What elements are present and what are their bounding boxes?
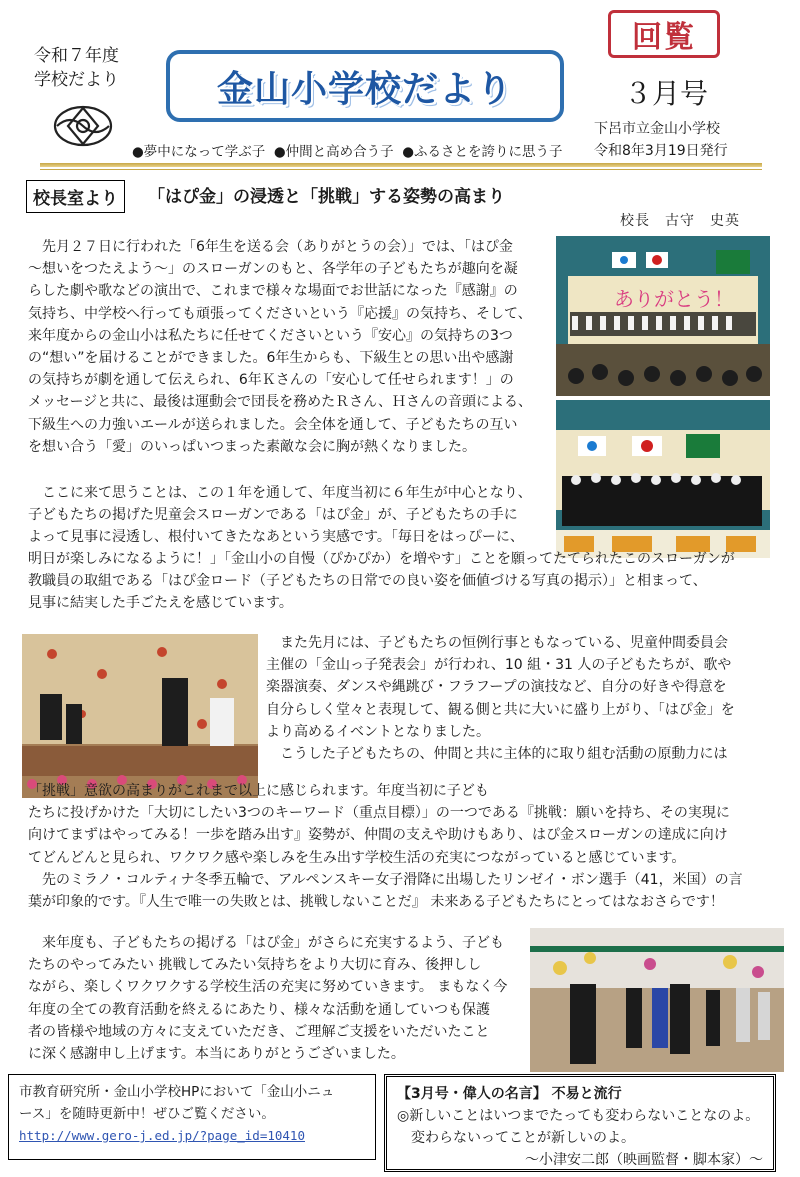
article-paragraph-2 — [28, 482, 552, 549]
text-line: 明日が楽しみになるように！」「金山小の自慢（ぴかぴか）を増やす」ことを願ってたてられたこのスローガンが — [28, 551, 735, 567]
quote-box — [384, 1074, 776, 1172]
text-line: よって見事に浸透し、根付いてきたなあという実感です。「毎日をはっぴーに、 — [28, 529, 524, 546]
text-line: 向けてまずはやってみる！一歩を踏み出す』姿勢が、仲間の支えや助けもあり、はぴ金スローガンの達成に向け — [28, 827, 728, 844]
text-line: 自分らしく堂々と表現して、観る側と共に大いに盛り上がり、「はぴ金」を — [266, 701, 735, 718]
text-line: 葉が印象的です。『人生で唯一の失敗とは、挑戦しないことだ』 未来ある子どもたちにとってはなおさらです！ — [28, 894, 724, 911]
text-line: 見事に結実した手ごたえを感じています。 — [28, 595, 293, 612]
article-author: 校長 古守 史英 — [620, 213, 740, 229]
article-paragraph-3 — [266, 632, 778, 765]
header-divider-thin — [40, 169, 762, 170]
text-line: に深く感謝申し上げます。本当にありがとうございました。 — [28, 1046, 405, 1063]
year-label — [34, 44, 119, 92]
article-paragraph-2b — [28, 548, 778, 615]
quote-author: ～小津安二郎（映画監督・脚本家）～ — [525, 1152, 763, 1168]
performance-photo — [22, 634, 258, 798]
newsletter-title: 金山小学校だより — [216, 68, 513, 110]
issue-month: ３月号 — [624, 77, 709, 110]
website-info-text: ース」を随時更新中！ぜひご覧ください。 — [19, 1106, 275, 1122]
year-line: 令和７年度 — [34, 46, 119, 66]
quote-title: 【3月号・偉人の名言】 不易と流行 — [397, 1086, 622, 1102]
article-paragraph-1 — [28, 236, 552, 458]
text-line: 教職員の取組である「はぴ金ロード（子どもたちの日常での良い姿を価値づける写真の掲示）」と相まって、 — [28, 573, 707, 590]
article-headline: 「はぴ金」の浸透と「挑戦」する姿勢の高まり — [148, 187, 505, 207]
text-line: 「挑戦」意欲の高まりがこれまで以上に感じられます。年度当初に子ども — [28, 783, 489, 799]
website-info-text: 市教育研究所・金山小学校HPにおいて「金山小ニュ — [19, 1084, 335, 1100]
text-line: たちのやってみたい 挑戦してみたい気持ちをより大切に育み、後押しし — [28, 957, 482, 974]
motto-item: ●仲間と高め合う子 — [273, 144, 394, 160]
text-line: また先月には、子どもたちの恒例行事ともなっている、児童仲間委員会 — [266, 635, 728, 651]
text-line: 年度の全ての教育活動を終えるにあたり、様々な活動を通していつも保護 — [28, 1001, 490, 1018]
stage-photo-group — [556, 400, 770, 558]
text-line: ～想いをつたえよう～」のスローガンのもと、各学年の子どもたちが趣向を凝 — [28, 261, 518, 278]
text-line: たちに投げかけた「大切にしたい3つのキーワード（重点目標）」の一つである『挑戦：願いを持ち、その実現に — [28, 805, 730, 822]
issue-date: 令和8年3月19日発行 — [594, 143, 728, 159]
text-line: らした劇や歌などの演出で、これまで様々な場面でお世話になった『感謝』の — [28, 283, 518, 300]
school-emblem-icon — [52, 104, 114, 148]
text-line: の“想い”を届けることができました。6年生からも、下級生との思い出や感謝 — [28, 350, 514, 367]
text-line: 気持ち、中学校へ行っても頑張ってくださいという『応援』の気持ち、そして、 — [28, 305, 532, 322]
text-line: の気持ちが劇を通して伝えられ、6年Ｋさんの「安心して任せられます！」の — [28, 372, 514, 389]
text-line: てどんどんと見られ、ワクワク感や楽しみを生み出す学校生活の充実につながっていると感じています。 — [28, 849, 686, 866]
text-line: 下級生への力強いエールが送られました。会全体を通して、子どもたちの互い — [28, 416, 518, 433]
stage-banner-text: ありがとう！ — [614, 287, 734, 311]
article-paragraph-5 — [28, 932, 528, 1065]
text-line: 主催の「金山っ子発表会」が行われ、10 組・31 人の子どもたちが、歌や — [266, 657, 732, 674]
gym-photo — [530, 928, 784, 1072]
quote-line: 変わらないってことが新しいのよ。 — [397, 1130, 635, 1146]
text-line: 者の皆様や地域の方々に支えていただき、ご理解ご支援をいただいたこと — [28, 1023, 490, 1040]
newsletter-type: 学校だより — [34, 70, 119, 90]
header-divider — [40, 163, 762, 167]
text-line: 来年度も、子どもたちの掲げる「はぴ金」がさらに充実するよう、子ども — [28, 935, 504, 951]
text-line: ながら、楽しくワクワクする学校生活の充実に努めていきます。 まもなく今 — [28, 979, 508, 996]
school-mottos — [132, 140, 563, 160]
motto-item: ●ふるさとを誇りに思う子 — [402, 144, 563, 160]
text-line: を想い合う「愛」のいっぱいつまった素敵な会に胸が熱くなりました。 — [28, 438, 476, 455]
text-line: こうした子どもたちの、仲間と共に主体的に取り組む活動の原動力には — [266, 746, 728, 763]
text-line: ここに来て思うことは、この１年を通して、年度当初に６年生が中心となり、 — [28, 485, 532, 501]
publisher-info — [594, 118, 728, 162]
school-name: 下呂市立金山小学校 — [594, 121, 720, 137]
text-line: メッセージと共に、最後は運動会で団長を務めたＲさん、Ｈさんの音頭による、 — [28, 394, 532, 411]
text-line: 来年度からの金山小は私たちに任せてくださいという『安心』の気持ちの3つ — [28, 327, 513, 344]
text-line: 先月２７日に行われた「6年生を送る会（ありがとうの会）」では、「はぴ金 — [28, 239, 513, 255]
section-label: 校長室より — [26, 180, 125, 213]
school-website-link[interactable]: http://www.gero-j.ed.jp/?page_id=10410 — [19, 1128, 305, 1143]
text-line: 楽器演奏、ダンスや縄跳び・フラフープの演技など、自分の好きや得意を — [266, 679, 727, 696]
text-line: 先のミラノ・コルティナ冬季五輪で、アルペンスキー女子滑降に出場したリンゼイ・ボン選手（41，米国）の言 — [28, 871, 743, 888]
article-paragraph-4 — [28, 780, 778, 913]
circulation-stamp: 回覧 — [608, 10, 720, 58]
stage-photo-top — [556, 236, 770, 396]
text-line: 子どもたちの掲げた児童会スローガンである「はぴ金」が、子どもたちの手に — [28, 507, 518, 524]
title-box — [166, 50, 564, 122]
quote-line: ◎新しいことはいつまでたっても変わらないことなのよ。 — [397, 1108, 760, 1124]
text-line: より高めるイベントとなりました。 — [266, 723, 490, 740]
motto-item: ●夢中になって学ぶ子 — [132, 144, 266, 160]
website-info-box — [8, 1074, 376, 1160]
